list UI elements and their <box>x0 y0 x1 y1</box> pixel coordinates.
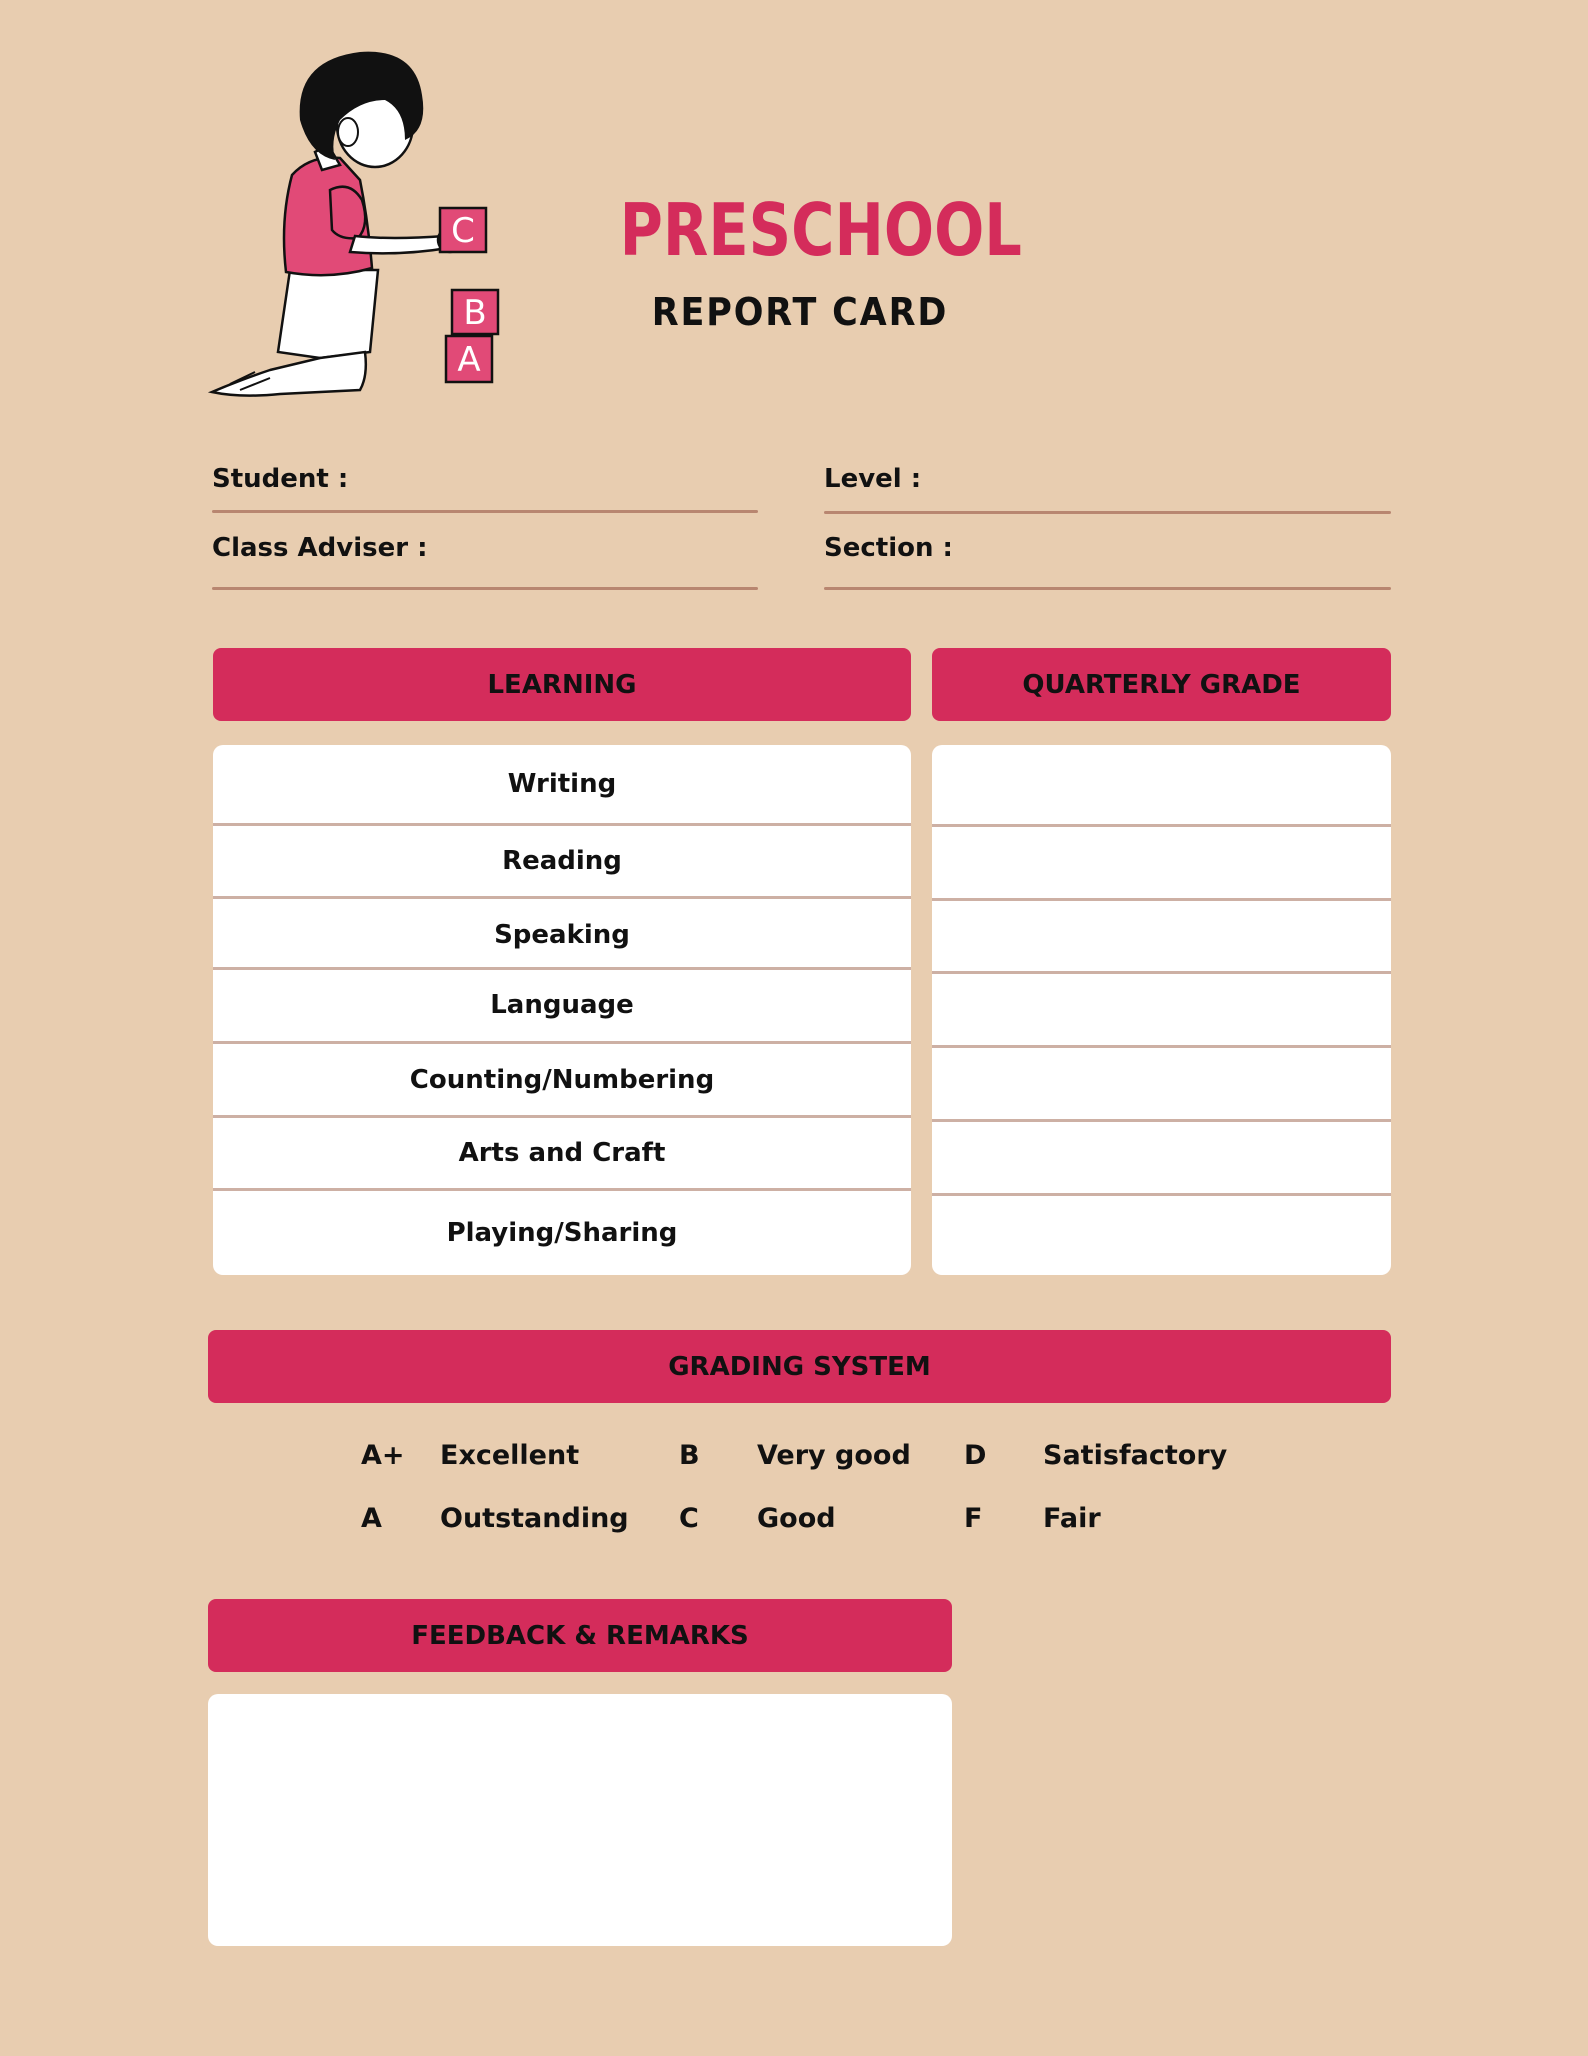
row-divider <box>932 971 1391 974</box>
level-label: Level : <box>824 464 922 494</box>
row-divider <box>932 824 1391 827</box>
grade-panel <box>932 745 1391 1275</box>
grade-letter: A <box>361 1503 382 1534</box>
quarterly-grade-header: QUARTERLY GRADE <box>932 648 1391 721</box>
learning-panel <box>213 745 911 1275</box>
feedback-header: FEEDBACK & REMARKS <box>208 1599 952 1672</box>
grade-meaning: Excellent <box>440 1440 580 1471</box>
block-letter-b: B <box>463 293 487 333</box>
subject-row: Reading <box>502 846 622 876</box>
student-field[interactable] <box>212 510 758 513</box>
grade-meaning: Fair <box>1043 1503 1101 1534</box>
row-divider <box>932 1119 1391 1122</box>
row-divider <box>932 1193 1391 1196</box>
child-playing-with-blocks-illustration <box>200 40 510 400</box>
section-field[interactable] <box>824 587 1391 590</box>
page-subtitle: REPORT CARD <box>651 290 949 334</box>
grade-meaning: Outstanding <box>440 1503 629 1534</box>
subject-row: Writing <box>507 769 617 799</box>
row-divider <box>932 1045 1391 1048</box>
level-field[interactable] <box>824 511 1391 514</box>
row-divider <box>932 898 1391 901</box>
subject-row: Language <box>490 990 634 1020</box>
subject-row: Arts and Craft <box>458 1138 666 1168</box>
grade-meaning: Good <box>757 1503 836 1534</box>
subject-row: Playing/Sharing <box>446 1218 678 1248</box>
class-adviser-field[interactable] <box>212 587 758 590</box>
subject-row: Speaking <box>494 919 630 950</box>
grade-letter: C <box>679 1503 699 1534</box>
learning-header: LEARNING <box>213 648 911 721</box>
subject-row: Counting/Numbering <box>409 1064 715 1095</box>
grade-meaning: Satisfactory <box>1043 1440 1228 1471</box>
class-adviser-label: Class Adviser : <box>212 533 428 563</box>
grade-letter: A+ <box>361 1440 405 1471</box>
feedback-remarks-box[interactable] <box>208 1694 952 1946</box>
grade-letter: D <box>964 1440 987 1471</box>
section-label: Section : <box>824 533 953 563</box>
block-letter-a: A <box>457 340 481 380</box>
grade-letter: F <box>964 1503 983 1534</box>
block-letter-c: C <box>451 211 475 251</box>
page-title: PRESCHOOL <box>619 188 1022 272</box>
grade-letter: B <box>679 1440 700 1471</box>
grade-meaning: Very good <box>757 1440 911 1471</box>
grading-system-header: GRADING SYSTEM <box>208 1330 1391 1403</box>
student-label: Student : <box>212 464 349 494</box>
